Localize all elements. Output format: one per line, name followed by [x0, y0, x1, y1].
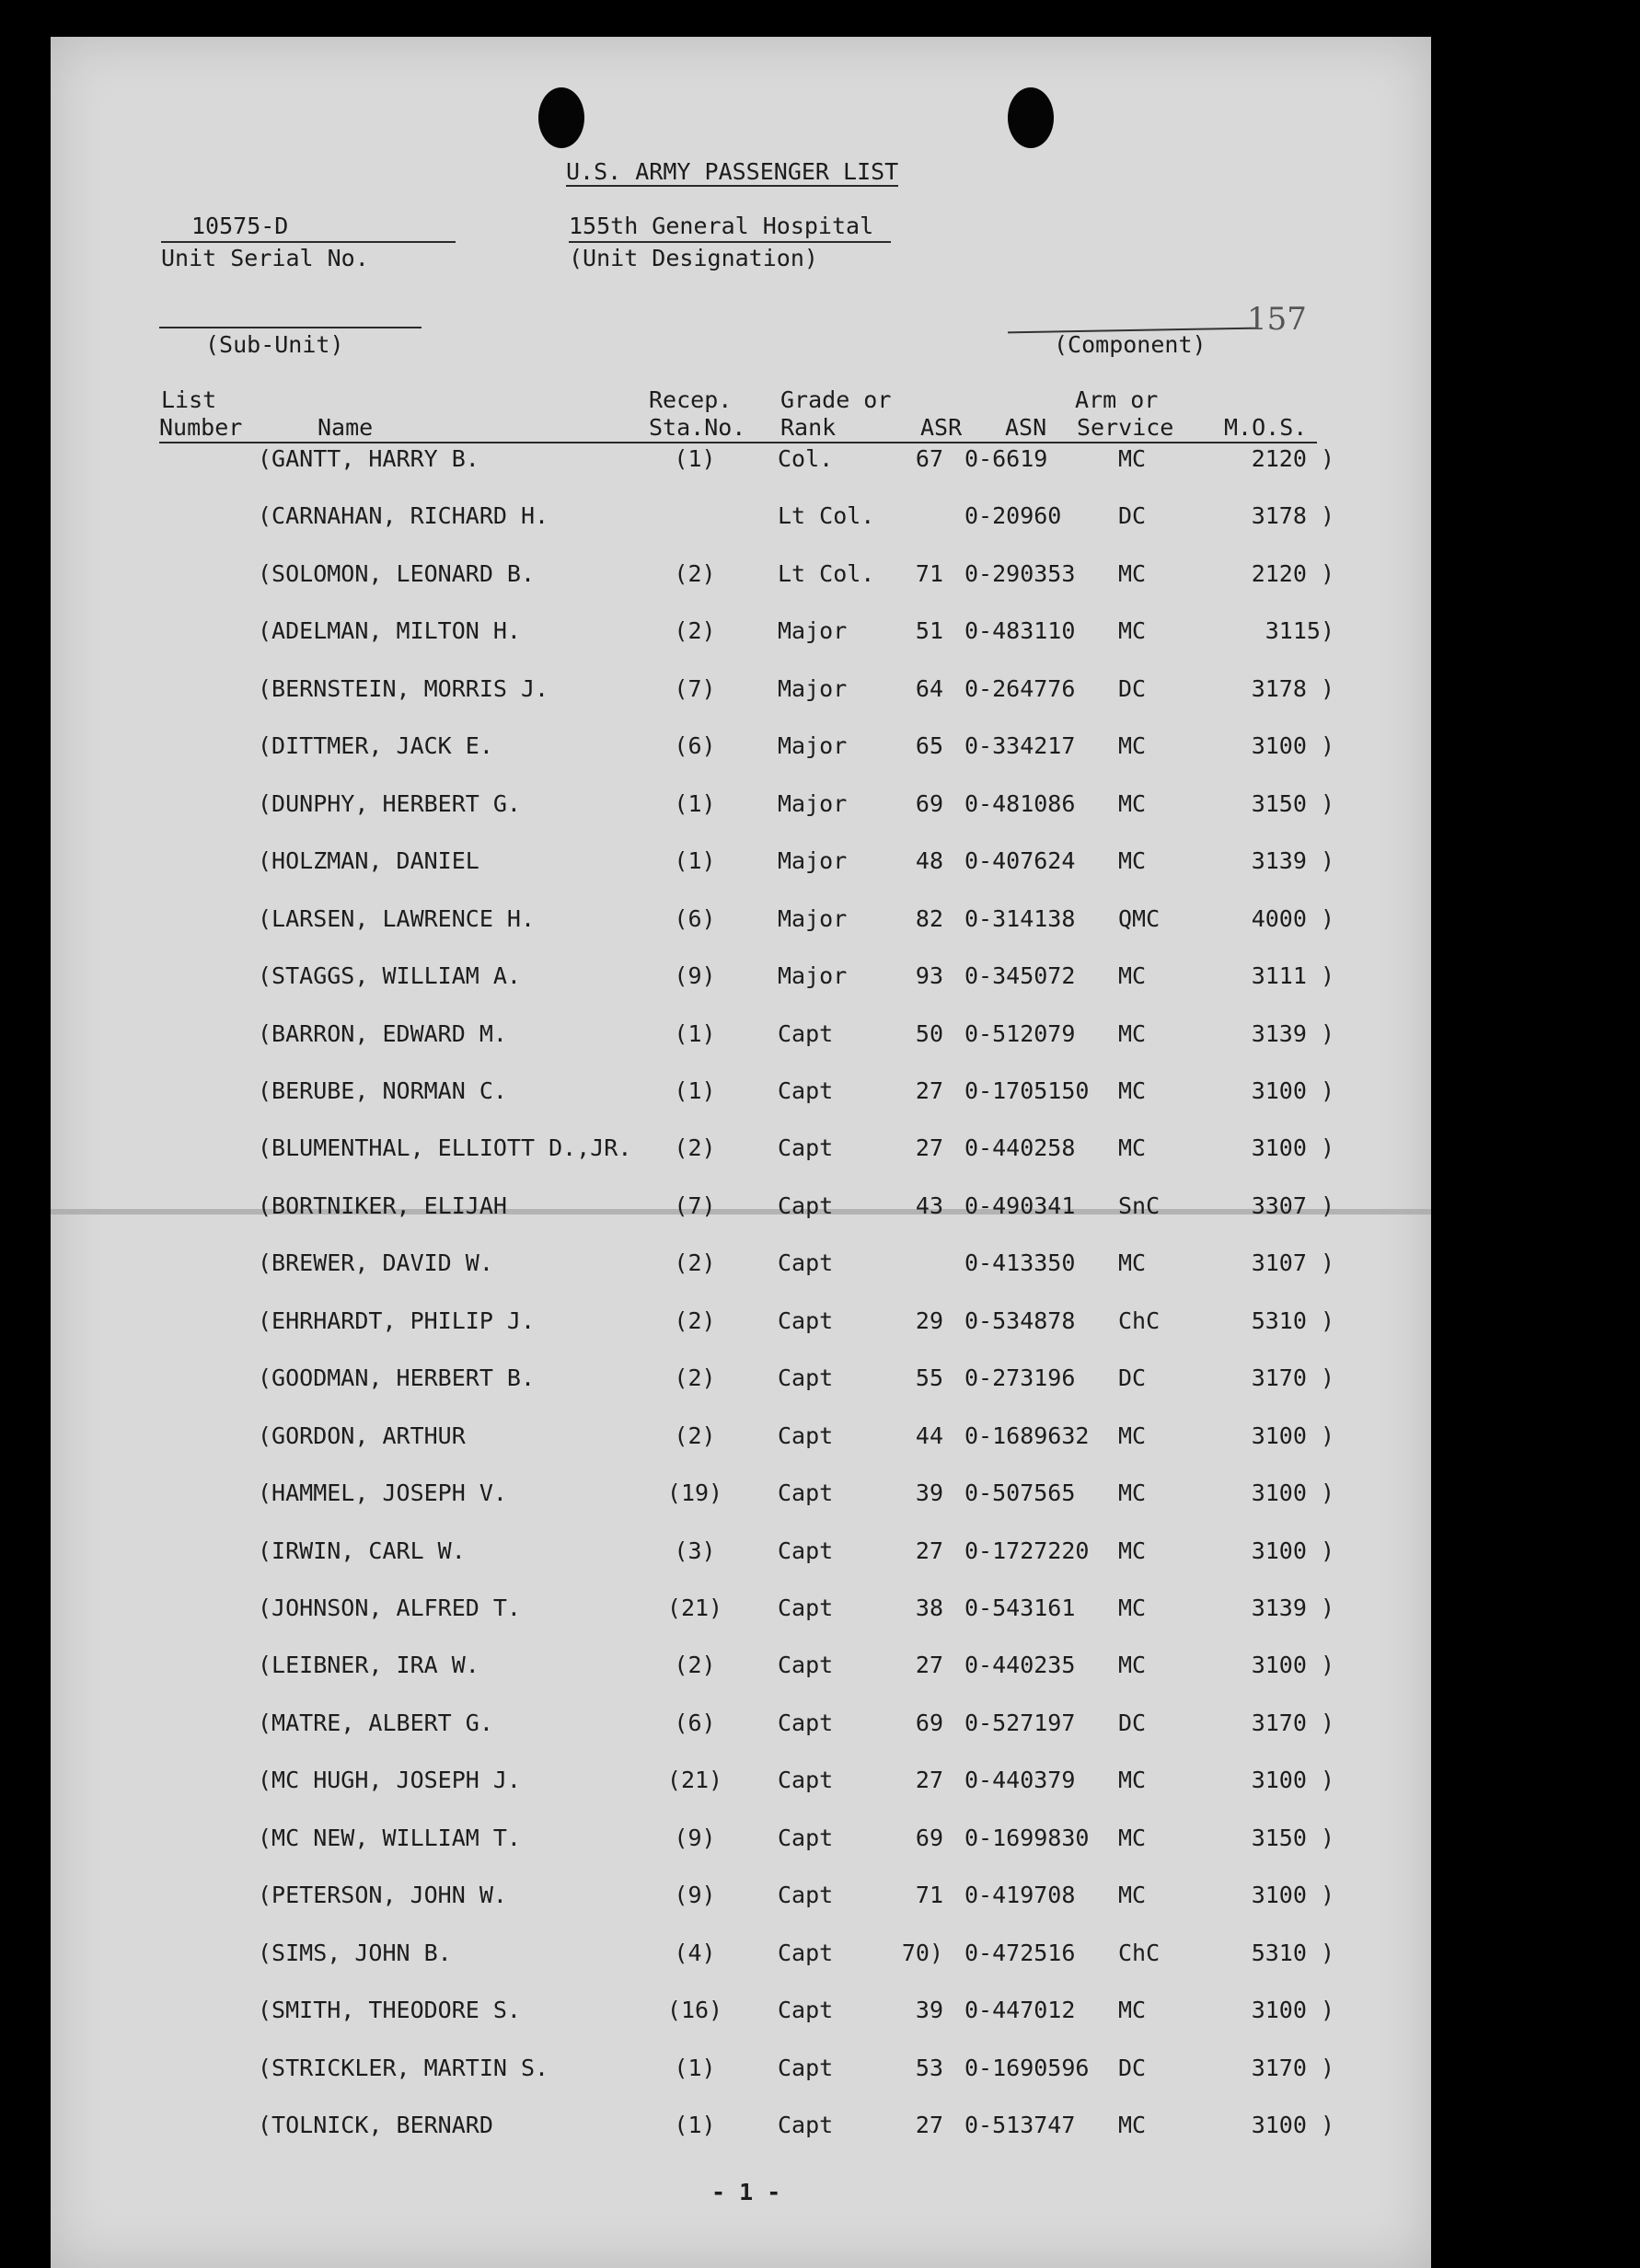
col-name: Name: [318, 414, 374, 441]
army-serial-number: 0-481086: [964, 789, 1076, 817]
mos-code: 3178 ): [1251, 674, 1334, 702]
army-serial-number: 0-273196: [964, 1364, 1076, 1392]
army-serial-number: 0-1705150: [964, 1076, 1090, 1104]
passenger-name: (EHRHARDT, PHILIP J.: [258, 1307, 536, 1334]
mos-code: 3139 ): [1251, 1595, 1334, 1621]
mos-code: 3100 ): [1251, 1767, 1334, 1794]
grade-rank: Capt: [778, 1479, 834, 1507]
grade-rank: Capt: [778, 1595, 834, 1621]
arm-service: ChC: [1118, 1939, 1161, 1966]
mos-code: 3139 ): [1251, 1019, 1334, 1047]
asr-score: 69: [915, 1824, 943, 1851]
passenger-name: (SMITH, THEODORE S.: [258, 1997, 521, 2024]
asr-score: 27: [915, 2112, 943, 2139]
mos-code: 3100 ): [1251, 1479, 1334, 1507]
arm-service: MC: [1118, 2112, 1147, 2139]
arm-service: MC: [1118, 1134, 1147, 1162]
col-list-1: List: [161, 386, 217, 413]
asr-score: 70): [901, 1939, 943, 1966]
reception-station: (1): [674, 1019, 716, 1047]
table-row: [51, 1309, 1431, 1344]
reception-station: (16): [666, 1997, 723, 2024]
passenger-name: (GORDON, ARTHUR: [258, 1422, 466, 1449]
grade-rank: Major: [778, 617, 848, 645]
army-serial-number: 0-440235: [964, 1652, 1076, 1679]
army-serial-number: 0-1689632: [964, 1422, 1090, 1449]
col-arm-1: Arm or: [1075, 386, 1159, 413]
table-row: [51, 1998, 1431, 2033]
passenger-name: (BERUBE, NORMAN C.: [258, 1076, 507, 1104]
reception-station: (1): [674, 847, 716, 875]
unit-serial-label: Unit Serial No.: [161, 245, 369, 271]
reception-station: (7): [674, 674, 716, 702]
component-number: 157: [1247, 301, 1307, 338]
mos-code: 3111 ): [1251, 962, 1334, 990]
grade-rank: Major: [778, 847, 848, 875]
grade-rank: Capt: [778, 1307, 834, 1334]
army-serial-number: 0-440258: [964, 1134, 1076, 1162]
passenger-name: (TOLNICK, BERNARD: [258, 2112, 493, 2139]
passenger-name: (JOHNSON, ALFRED T.: [258, 1595, 521, 1621]
asr-score: 27: [915, 1076, 943, 1104]
reception-station: (6): [674, 904, 716, 932]
asr-score: 43: [915, 1192, 943, 1219]
table-row: [51, 1653, 1431, 1688]
passenger-name: (MATRE, ALBERT G.: [258, 1709, 493, 1736]
table-row: [51, 504, 1431, 539]
reception-station: (7): [674, 1192, 716, 1219]
grade-rank: Major: [778, 904, 848, 932]
asr-score: 38: [915, 1595, 943, 1621]
reception-station: (2): [674, 559, 716, 587]
arm-service: MC: [1118, 1019, 1147, 1047]
sub-unit-label: (Sub-Unit): [205, 331, 344, 358]
table-row: [51, 1019, 1431, 1057]
mos-code: 3170 ): [1251, 1709, 1334, 1736]
passenger-name: (BARRON, EDWARD M.: [258, 1019, 507, 1047]
punch-hole: [538, 87, 584, 148]
table-row: [51, 1481, 1431, 1516]
reception-station: (19): [666, 1479, 723, 1507]
table-row: [51, 964, 1431, 999]
col-arm-2: Service: [1077, 414, 1174, 441]
table-row: [51, 1366, 1431, 1401]
reception-station: (9): [674, 1824, 716, 1851]
army-serial-number: 0-472516: [964, 1939, 1076, 1966]
grade-rank: Capt: [778, 1939, 834, 1966]
arm-service: MC: [1118, 962, 1147, 990]
reception-station: (6): [674, 1709, 716, 1736]
asr-score: 65: [915, 732, 943, 760]
passenger-name: (LARSEN, LAWRENCE H.: [258, 904, 536, 932]
col-recep-1: Recep.: [649, 386, 733, 413]
asr-score: 39: [915, 1997, 943, 2024]
grade-rank: Capt: [778, 1192, 834, 1219]
grade-rank: Major: [778, 674, 848, 702]
army-serial-number: 0-6619: [964, 445, 1048, 472]
grade-rank: Capt: [778, 1824, 834, 1851]
reception-station: (9): [674, 1882, 716, 1909]
passenger-name: (ADELMAN, MILTON H.: [258, 617, 521, 645]
arm-service: MC: [1118, 445, 1147, 472]
col-grade-2: Rank: [780, 414, 837, 441]
passenger-name: (BORTNIKER, ELIJAH: [258, 1192, 507, 1219]
army-serial-number: 0-513747: [964, 2112, 1076, 2139]
sub-unit-rule: [159, 327, 422, 328]
reception-station: (1): [674, 2112, 716, 2139]
mos-code: 3107 ): [1251, 1249, 1334, 1277]
table-row: [51, 1941, 1431, 1976]
col-asr: ASR: [920, 414, 963, 441]
reception-station: (21): [666, 1595, 723, 1621]
asr-score: 93: [915, 962, 943, 990]
arm-service: DC: [1118, 2054, 1147, 2081]
grade-rank: Capt: [778, 1767, 834, 1794]
table-row: [51, 1883, 1431, 1918]
table-row: [51, 789, 1431, 827]
grade-rank: Col.: [778, 445, 834, 472]
reception-station: (2): [674, 617, 716, 645]
grade-rank: Capt: [778, 1076, 834, 1104]
army-serial-number: 0-543161: [964, 1595, 1076, 1621]
page-title: U.S. ARMY PASSENGER LIST: [566, 158, 899, 185]
passenger-name: (DUNPHY, HERBERT G.: [258, 789, 521, 817]
table-row: [51, 559, 1431, 597]
passenger-name: (LEIBNER, IRA W.: [258, 1652, 479, 1679]
mos-code: 3100 ): [1251, 1537, 1334, 1564]
arm-service: SnC: [1118, 1192, 1161, 1219]
passenger-name: (CARNAHAN, RICHARD H.: [258, 502, 549, 530]
army-serial-number: 0-440379: [964, 1767, 1076, 1794]
asr-score: 48: [915, 847, 943, 875]
army-serial-number: 0-527197: [964, 1709, 1076, 1736]
asr-score: 27: [915, 1767, 943, 1794]
passenger-name: (GANTT, HARRY B.: [258, 445, 479, 472]
table-row: [51, 1251, 1431, 1286]
reception-station: (2): [674, 1249, 716, 1277]
mos-code: 3139 ): [1251, 847, 1334, 875]
mos-code: 2120 ): [1251, 445, 1334, 472]
reception-station: (2): [674, 1652, 716, 1679]
mos-code: 3100 ): [1251, 1134, 1334, 1162]
reception-station: (2): [674, 1134, 716, 1162]
mos-code: 3100 ): [1251, 1882, 1334, 1909]
arm-service: DC: [1118, 502, 1147, 530]
passenger-name: (MC NEW, WILLIAM T.: [258, 1824, 521, 1851]
army-serial-number: 0-290353: [964, 559, 1076, 587]
grade-rank: Capt: [778, 1997, 834, 2024]
arm-service: QMC: [1118, 904, 1161, 932]
grade-rank: Capt: [778, 2112, 834, 2139]
table-row: [51, 1826, 1431, 1861]
army-serial-number: 0-507565: [964, 1479, 1076, 1507]
arm-service: MC: [1118, 1422, 1147, 1449]
passenger-name: (MC HUGH, JOSEPH J.: [258, 1767, 521, 1794]
grade-rank: Capt: [778, 1249, 834, 1277]
reception-station: (2): [674, 1422, 716, 1449]
army-serial-number: 0-534878: [964, 1307, 1076, 1334]
arm-service: MC: [1118, 732, 1147, 760]
reception-station: (9): [674, 962, 716, 990]
document-page: [51, 37, 1431, 2268]
header-rule: [159, 442, 1317, 443]
army-serial-number: 0-413350: [964, 1249, 1076, 1277]
unit-designation-label: (Unit Designation): [569, 245, 818, 271]
army-serial-number: 0-264776: [964, 674, 1076, 702]
arm-service: MC: [1118, 1767, 1147, 1794]
army-serial-number: 0-512079: [964, 1019, 1076, 1047]
asr-score: 44: [915, 1422, 943, 1449]
asr-score: 69: [915, 1709, 943, 1736]
arm-service: MC: [1118, 1652, 1147, 1679]
grade-rank: Major: [778, 962, 848, 990]
arm-service: DC: [1118, 1709, 1147, 1736]
passenger-name: (STRICKLER, MARTIN S.: [258, 2054, 549, 2081]
mos-code: 3170 ): [1251, 1364, 1334, 1392]
mos-code: 3115): [1265, 617, 1334, 645]
passenger-name: (BREWER, DAVID W.: [258, 1249, 493, 1277]
col-grade-1: Grade or: [780, 386, 892, 413]
reception-station: (3): [674, 1537, 716, 1564]
table-row: [51, 619, 1431, 654]
arm-service: MC: [1118, 1537, 1147, 1564]
table-row: [51, 2113, 1431, 2148]
passenger-name: (BLUMENTHAL, ELLIOTT D.,JR.: [258, 1134, 632, 1162]
reception-station: (1): [674, 789, 716, 817]
passenger-name: (HOLZMAN, DANIEL: [258, 847, 479, 875]
asr-score: 27: [915, 1134, 943, 1162]
army-serial-number: 0-490341: [964, 1192, 1076, 1219]
col-asn: ASN: [1005, 414, 1047, 441]
table-row: [51, 1711, 1431, 1746]
army-serial-number: 0-483110: [964, 617, 1076, 645]
passenger-name: (GOODMAN, HERBERT B.: [258, 1364, 536, 1392]
reception-station: (21): [666, 1767, 723, 1794]
component-label: (Component): [1054, 331, 1207, 358]
mos-code: 3100 ): [1251, 2112, 1334, 2139]
army-serial-number: 0-314138: [964, 904, 1076, 932]
mos-code: 4000 ): [1251, 904, 1334, 932]
asr-score: 64: [915, 674, 943, 702]
arm-service: MC: [1118, 1595, 1147, 1621]
asr-score: 27: [915, 1537, 943, 1564]
asr-score: 71: [915, 559, 943, 587]
unit-serial-rule: [161, 241, 456, 243]
grade-rank: Major: [778, 789, 848, 817]
asr-score: 53: [915, 2054, 943, 2081]
army-serial-number: 0-1699830: [964, 1824, 1090, 1851]
mos-code: 5310 ): [1251, 1307, 1334, 1334]
unit-designation-value: 155th General Hospital: [569, 213, 874, 239]
arm-service: MC: [1118, 1076, 1147, 1104]
mos-code: 3100 ): [1251, 1997, 1334, 2024]
passenger-name: (BERNSTEIN, MORRIS J.: [258, 674, 549, 702]
reception-station: (1): [674, 1076, 716, 1104]
unit-designation-rule: [569, 241, 891, 243]
table-row: [51, 1539, 1431, 1574]
table-row: [51, 904, 1431, 942]
passenger-name: (HAMMEL, JOSEPH V.: [258, 1479, 507, 1507]
grade-rank: Capt: [778, 1019, 834, 1047]
passenger-name: (SIMS, JOHN B.: [258, 1939, 452, 1966]
grade-rank: Lt Col.: [778, 502, 875, 530]
passenger-name: (STAGGS, WILLIAM A.: [258, 962, 521, 990]
arm-service: MC: [1118, 1882, 1147, 1909]
arm-service: DC: [1118, 674, 1147, 702]
mos-code: 3100 ): [1251, 1076, 1334, 1104]
arm-service: MC: [1118, 847, 1147, 875]
mos-code: 3178 ): [1251, 502, 1334, 530]
table-row: [51, 1136, 1431, 1171]
mos-code: 3170 ): [1251, 2054, 1334, 2081]
reception-station: (2): [674, 1307, 716, 1334]
table-row: [51, 849, 1431, 884]
page-number: - 1 -: [711, 2179, 781, 2205]
army-serial-number: 0-20960: [964, 502, 1062, 530]
table-row: [51, 447, 1431, 482]
arm-service: MC: [1118, 559, 1147, 587]
grade-rank: Major: [778, 732, 848, 760]
grade-rank: Capt: [778, 1364, 834, 1392]
grade-rank: Capt: [778, 1709, 834, 1736]
grade-rank: Capt: [778, 1422, 834, 1449]
mos-code: 3150 ): [1251, 789, 1334, 817]
table-row: [51, 2056, 1431, 2091]
passenger-name: (IRWIN, CARL W.: [258, 1537, 466, 1564]
grade-rank: Lt Col.: [778, 559, 875, 587]
table-row: [51, 1424, 1431, 1459]
col-list-2: Number: [159, 414, 243, 441]
table-row: [51, 674, 1431, 712]
asr-score: 71: [915, 1882, 943, 1909]
asr-score: 50: [915, 1019, 943, 1047]
mos-code: 3100 ): [1251, 732, 1334, 760]
army-serial-number: 0-334217: [964, 732, 1076, 760]
reception-station: (1): [674, 2054, 716, 2081]
arm-service: MC: [1118, 1249, 1147, 1277]
arm-service: ChC: [1118, 1307, 1161, 1334]
army-serial-number: 0-1690596: [964, 2054, 1090, 2081]
mos-code: 3150 ): [1251, 1824, 1334, 1851]
punch-hole: [1008, 87, 1054, 148]
army-serial-number: 0-407624: [964, 847, 1076, 875]
asr-score: 69: [915, 789, 943, 817]
army-serial-number: 0-345072: [964, 962, 1076, 990]
grade-rank: Capt: [778, 1652, 834, 1679]
army-serial-number: 0-419708: [964, 1882, 1076, 1909]
col-recep-2: Sta.No.: [649, 414, 746, 441]
asr-score: 67: [915, 445, 943, 472]
mos-code: 3100 ): [1251, 1652, 1334, 1679]
table-row: [51, 1076, 1431, 1114]
reception-station: (4): [674, 1939, 716, 1966]
mos-code: 3307 ): [1251, 1192, 1334, 1219]
grade-rank: Capt: [778, 1882, 834, 1909]
mos-code: 2120 ): [1251, 559, 1334, 587]
arm-service: MC: [1118, 789, 1147, 817]
grade-rank: Capt: [778, 2054, 834, 2081]
passenger-name: (SOLOMON, LEONARD B.: [258, 559, 536, 587]
army-serial-number: 0-447012: [964, 1997, 1076, 2024]
reception-station: (1): [674, 445, 716, 472]
passenger-name: (DITTMER, JACK E.: [258, 732, 493, 760]
grade-rank: Capt: [778, 1134, 834, 1162]
army-serial-number: 0-1727220: [964, 1537, 1090, 1564]
arm-service: MC: [1118, 1824, 1147, 1851]
reception-station: (2): [674, 1364, 716, 1392]
grade-rank: Capt: [778, 1537, 834, 1564]
reception-station: (6): [674, 732, 716, 760]
arm-service: MC: [1118, 1997, 1147, 2024]
table-row: [51, 1596, 1431, 1631]
table-row: [51, 734, 1431, 769]
asr-score: 82: [915, 904, 943, 932]
asr-score: 27: [915, 1652, 943, 1679]
asr-score: 55: [915, 1364, 943, 1392]
table-row: [51, 1194, 1431, 1229]
asr-score: 51: [915, 617, 943, 645]
table-row: [51, 1768, 1431, 1803]
arm-service: MC: [1118, 1479, 1147, 1507]
unit-serial-value: 10575-D: [191, 213, 289, 239]
arm-service: MC: [1118, 617, 1147, 645]
asr-score: 39: [915, 1479, 943, 1507]
mos-code: 3100 ): [1251, 1422, 1334, 1449]
asr-score: 29: [915, 1307, 943, 1334]
passenger-name: (PETERSON, JOHN W.: [258, 1882, 507, 1909]
arm-service: DC: [1118, 1364, 1147, 1392]
col-mos: M.O.S.: [1224, 414, 1308, 441]
mos-code: 5310 ): [1251, 1939, 1334, 1966]
